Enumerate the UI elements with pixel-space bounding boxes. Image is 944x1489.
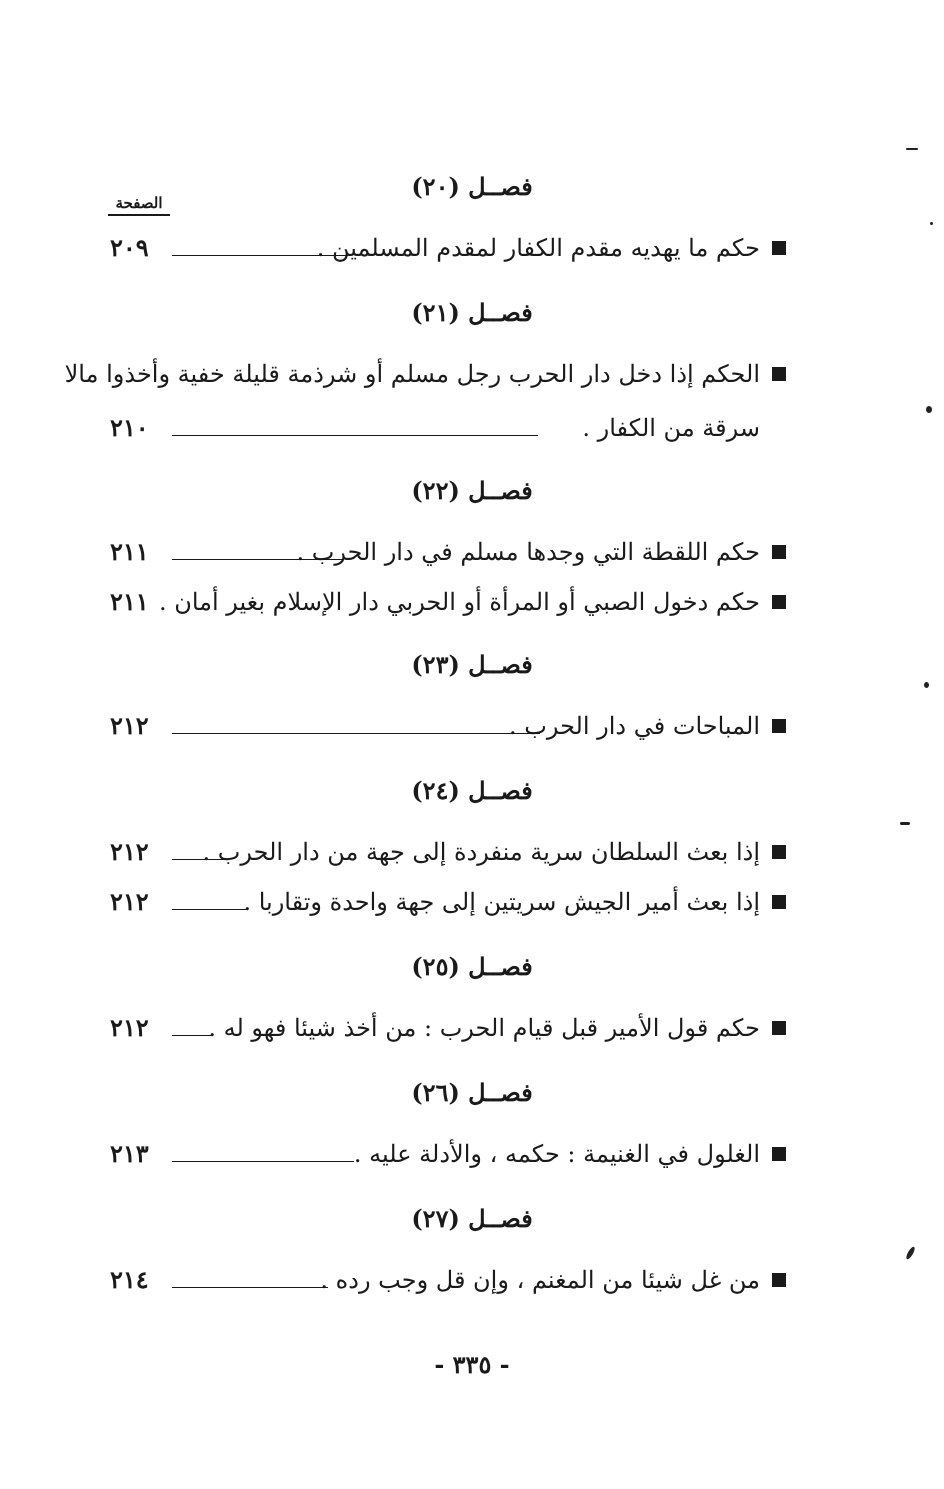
toc-entry [110,584,786,620]
scan-speck [924,682,929,688]
leader-line [172,435,538,436]
toc-entry [110,1262,786,1298]
leader-line [172,1287,328,1288]
entry-text: حكم دخول الصبي أو المرأة أو الحربي دار الإسلام بغير أمان . [158,588,760,616]
leader-line [172,909,248,910]
toc-entry [110,230,786,266]
page-number: ٢١٢ [110,711,149,740]
leader-line [172,559,342,560]
scan-speck [930,222,933,225]
toc-entry [110,1136,786,1172]
page-number: ٢١١ [110,587,149,616]
page-number: ٢١٤ [110,1265,149,1294]
section-heading: فصــل (٢٢) [411,476,533,505]
leader-line [172,859,224,860]
entry-text: إذا بعث السلطان سرية منفردة إلى جهة من دار الحرب . [202,838,760,866]
leader-line [172,1161,354,1162]
square-bullet-icon [772,367,786,381]
section-heading: فصــل (٢٥) [411,952,533,981]
square-bullet-icon [772,1273,786,1287]
entry-text: حكم ما يهديه مقدم الكفار لمقدم المسلمين . [316,234,760,262]
page-number: ٢١١ [110,537,149,566]
entry-text: إذا بعث أمير الجيش سريتين إلى جهة واحدة وتقاربا . [243,888,760,916]
section-heading: فصــل (٢٧) [411,1204,533,1233]
page-column-label: الصفحة [108,194,170,216]
toc-entry [110,834,786,870]
square-bullet-icon [772,241,786,255]
scan-speck [905,1246,916,1261]
square-bullet-icon [772,845,786,859]
entry-text-continuation: سرقة من الكفار . [582,414,760,442]
entry-text: حكم اللقطة التي وجدها مسلم في دار الحرب . [296,538,760,566]
page-number: ٢١٢ [110,1013,149,1042]
entry-text: حكم قول الأمير قبل قيام الحرب : من أخذ شيئا فهو له . [208,1014,760,1042]
leader-line [172,255,348,256]
entry-text: من غل شيئا من المغنم ، وإن قل وجب رده . [320,1266,760,1294]
square-bullet-icon [772,1021,786,1035]
section-heading: فصــل (٢٣) [411,650,533,679]
page-number: ٢١٣ [110,1139,149,1168]
square-bullet-icon [772,1147,786,1161]
page-footer-number: - ٣٣٥ - [434,1350,510,1379]
toc-entry [110,1010,786,1046]
page-number: ٢٠٩ [110,233,149,262]
entry-text: الحكم إذا دخل دار الحرب رجل مسلم أو شرذمة قليلة خفية وأخذوا مالا [64,360,760,388]
page-number: ٢١٠ [110,413,149,442]
section-heading: فصــل (٢٦) [411,1078,533,1107]
leader-line [172,733,540,734]
section-heading: فصــل (٢١) [411,298,533,327]
leader-line [172,1035,212,1036]
toc-entry [64,356,786,392]
toc-entry [110,534,786,570]
entry-text: المباحات في دار الحرب . [508,712,760,740]
square-bullet-icon [772,719,786,733]
section-heading: فصــل (٢٤) [411,776,533,805]
page-number: ٢١٢ [110,837,149,866]
toc-entry-continuation [110,410,760,446]
scan-speck [906,148,918,150]
entry-text: الغلول في الغنيمة : حكمه ، والأدلة عليه . [353,1140,760,1168]
section-heading: فصــل (٢٠) [411,172,533,201]
toc-entry [110,884,786,920]
square-bullet-icon [772,595,786,609]
scan-speck [926,406,932,413]
page-number: ٢١٢ [110,887,149,916]
toc-entry [110,708,786,744]
square-bullet-icon [772,895,786,909]
scan-speck [900,822,910,825]
square-bullet-icon [772,545,786,559]
